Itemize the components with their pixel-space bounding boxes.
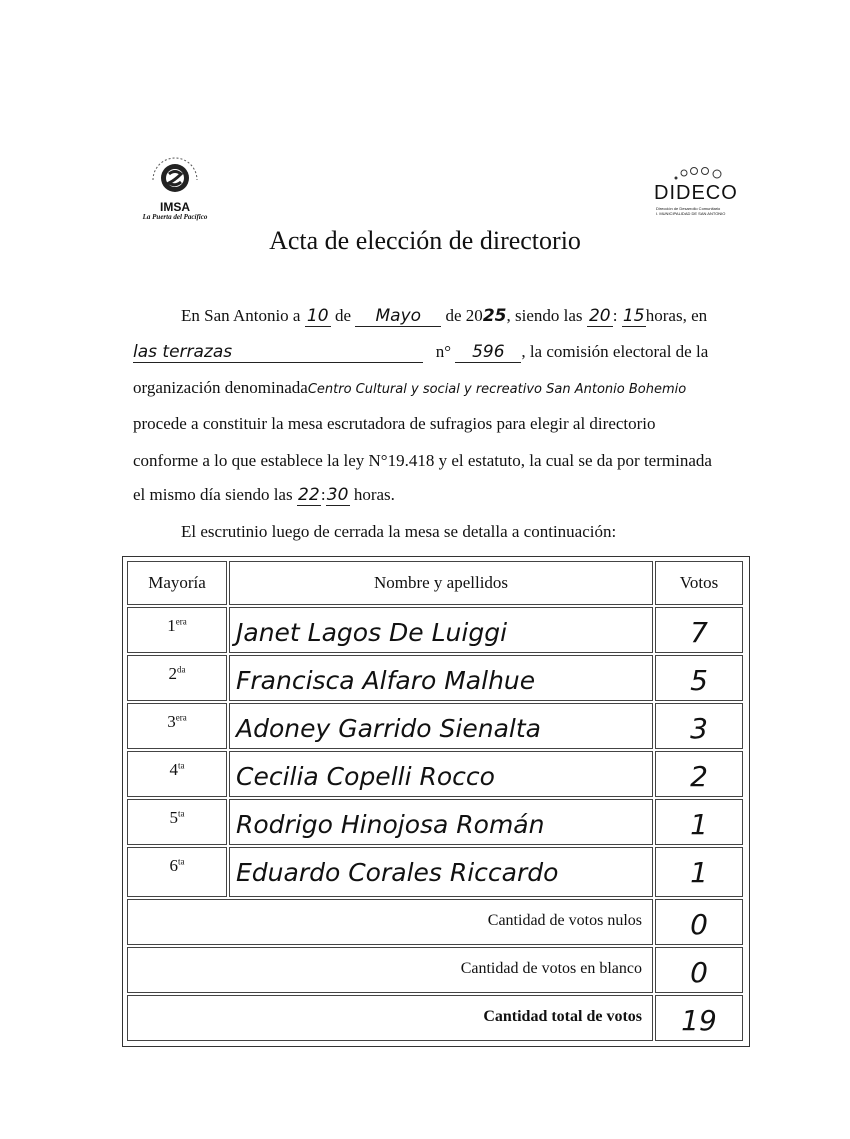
rank-number: 4: [169, 760, 178, 779]
text-fragment: En San Antonio a: [181, 306, 301, 325]
candidate-votes: 1: [655, 847, 743, 897]
end-minute-field: 30: [326, 485, 349, 505]
null-votes-value: 0: [655, 899, 743, 945]
rank-suffix: ta: [178, 808, 185, 819]
day-field: 10: [305, 306, 331, 327]
candidate-name: Eduardo Corales Riccardo: [229, 847, 653, 897]
candidate-votes: 7: [655, 607, 743, 653]
text-fragment: horas, en: [645, 306, 708, 325]
minute-field: 15: [622, 306, 645, 326]
rank-number: 3: [167, 712, 176, 731]
document-title: Acta de elección de directorio: [269, 226, 581, 255]
text-line-3: [133, 378, 686, 398]
rank-suffix: era: [175, 712, 187, 723]
text-fragment: n°: [435, 342, 452, 361]
rank-cell: [127, 751, 227, 797]
year-field: 25: [482, 306, 507, 326]
rank-suffix: ta: [178, 856, 185, 867]
rank-suffix: ta: [178, 760, 185, 771]
text-fragment: , siendo las: [506, 306, 583, 325]
candidate-name: Adoney Garrido Sienalta: [229, 703, 653, 749]
text-fragment: de 20: [445, 306, 483, 325]
imsa-logo: [135, 150, 215, 225]
dideco-logo-sub: Dirección de Desarrollo Comunitario: [656, 206, 721, 211]
rank-cell: [127, 655, 227, 701]
candidate-name: Rodrigo Hinojosa Román: [229, 799, 653, 845]
place-field: las terrazas: [133, 342, 423, 363]
dideco-logo: [648, 164, 738, 220]
text-line-4: procede a constituir la mesa escrutadora de sufragios para elegir al directorio: [133, 414, 656, 433]
candidate-name: Janet Lagos De Luiggi: [229, 607, 653, 653]
null-votes-label: Cantidad de votos nulos: [127, 899, 653, 945]
organization-field: Centro Cultural y social y recreativo San Antonio Bohemio: [307, 382, 687, 397]
text-fragment: horas.: [353, 485, 395, 504]
text-fragment: :: [612, 306, 618, 325]
candidate-name: Francisca Alfaro Malhue: [229, 655, 653, 701]
text-fragment: :: [320, 485, 326, 504]
header-votos: Votos: [655, 561, 743, 605]
candidate-votes: 3: [655, 703, 743, 749]
blank-votes-value: 0: [655, 947, 743, 993]
text-line-1: [181, 306, 707, 327]
rank-number: 6: [169, 856, 178, 875]
street-number-field: 596: [455, 342, 521, 363]
candidate-name: Cecilia Copelli Rocco: [229, 751, 653, 797]
rank-number: 1: [167, 616, 176, 635]
rank-number: 2: [168, 664, 177, 683]
imsa-logo-motto: La Puerta del Pacífico: [142, 213, 208, 221]
text-fragment: de: [334, 306, 352, 325]
imsa-logo-text: IMSA: [160, 200, 190, 214]
text-fragment: el mismo día siendo las: [133, 485, 293, 504]
hour-field: 20: [587, 306, 613, 327]
rank-number: 5: [169, 808, 178, 827]
text-fragment: , la comisión electoral de la: [521, 342, 709, 361]
results-table: [122, 556, 750, 1047]
month-field: Mayo: [355, 306, 441, 327]
end-hour-field: 22: [298, 485, 320, 505]
text-fragment: organización denominada: [133, 378, 308, 397]
rank-cell: [127, 703, 227, 749]
candidate-votes: 5: [655, 655, 743, 701]
rank-suffix: da: [177, 664, 186, 675]
dideco-logo-sub2: I. MUNICIPALIDAD DE SAN ANTONIO: [656, 211, 726, 216]
text-line-6: [133, 485, 395, 506]
rank-suffix: era: [175, 616, 187, 627]
total-votes-label: Cantidad total de votos: [127, 995, 653, 1041]
candidate-votes: 1: [655, 799, 743, 845]
header-nombre: Nombre y apellidos: [229, 561, 653, 605]
dideco-circles-icon: [672, 164, 732, 182]
blank-votes-label: Cantidad de votos en blanco: [127, 947, 653, 993]
text-line-2: [133, 342, 708, 363]
header-mayoria: Mayoría: [127, 561, 227, 605]
dideco-logo-text: DIDECO: [654, 182, 738, 204]
rank-cell: [127, 799, 227, 845]
text-line-5: conforme a lo que establece la ley N°19.418 y el estatuto, la cual se da por terminada: [133, 451, 712, 470]
text-line-7: El escrutinio luego de cerrada la mesa se detalla a continuación:: [181, 522, 617, 541]
candidate-votes: 2: [655, 751, 743, 797]
rank-cell: [127, 847, 227, 897]
total-votes-value: 19: [655, 995, 743, 1041]
rank-cell: [127, 607, 227, 653]
